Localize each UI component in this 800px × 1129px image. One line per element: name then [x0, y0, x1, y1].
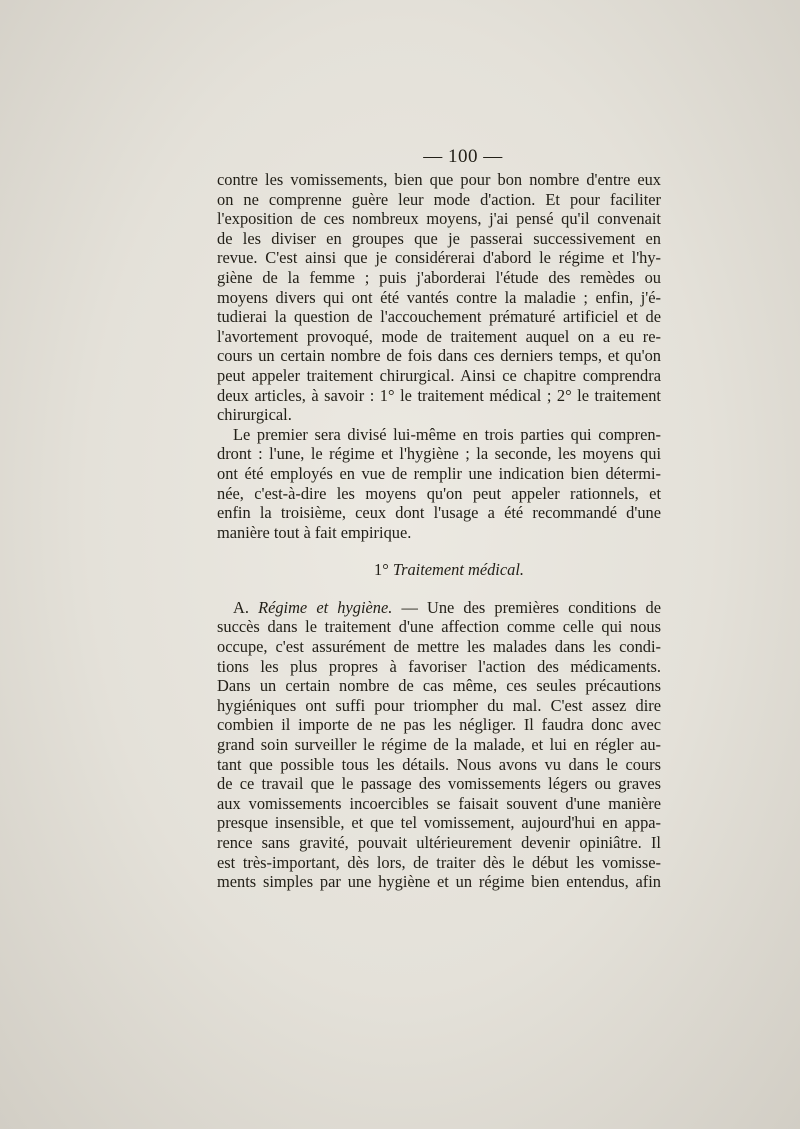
text-line: grand soin surveiller le régime de la malade, et lui en régler au-	[217, 735, 661, 755]
text-fragment: — Une des premières conditions de	[401, 597, 661, 617]
text-line: combien il importe de ne pas les négliger. Il faudra donc avec	[217, 715, 661, 735]
text-line: de les diviser en groupes que je passerai successivement en	[217, 228, 661, 248]
text-line: presque insensible, et que tel vomissement, aujourd'hui en appa-	[217, 813, 661, 833]
text-line: tant que possible tous les détails. Nous avons vu dans le cours	[217, 754, 661, 774]
text-line: succès dans le traitement d'une affection comme celle qui nous	[217, 617, 661, 637]
text-line: l'exposition de ces nombreux moyens, j'ai pensé qu'il convenait	[217, 209, 661, 229]
text-line: de ce travail que le passage des vomissements légers ou graves	[217, 774, 661, 794]
text-line: tudierai la question de l'accouchement prématuré artificiel et de	[217, 307, 661, 327]
section-number: 1°	[374, 560, 389, 580]
text-line-first	[217, 598, 661, 618]
text-line: chirurgical.	[217, 405, 292, 425]
text-line: peut appeler traitement chirurgical. Ainsi ce chapitre comprendra	[217, 365, 661, 385]
text-line: ont été employés en vue de remplir une indication bien détermi-	[217, 463, 661, 483]
text-line: deux articles, à savoir : 1° le traitement médical ; 2° le traitement	[217, 385, 661, 405]
text-line: Dans un certain nombre de cas même, ces seules précautions	[217, 676, 661, 696]
subsection-title: Régime et hygiène.	[258, 597, 393, 617]
text-line: cours un certain nombre de fois dans ces derniers temps, et qu'on	[217, 346, 661, 366]
page-text-block	[217, 146, 661, 892]
page-number: — 100 —	[423, 146, 503, 167]
text-line: enfin la troisième, ceux dont l'usage a été recommandé d'une	[217, 503, 661, 523]
text-line: on ne comprenne guère leur mode d'action. Et pour faciliter	[217, 189, 661, 209]
text-line: aux vomissements incoercibles se faisait souvent d'une manière	[217, 793, 661, 813]
text-line: giène de la femme ; puis j'aborderai l'étude des remèdes ou	[217, 267, 661, 287]
section-heading	[217, 560, 661, 580]
text-line: née, c'est-à-dire les moyens qu'on peut appeler rationnels, et	[217, 483, 661, 503]
text-line: tions les plus propres à favoriser l'action des médicaments.	[217, 656, 661, 676]
paragraph-2	[217, 425, 661, 543]
text-line: occupe, c'est assurément de mettre les malades dans les condi-	[217, 637, 661, 657]
text-line: hygiéniques ont suffi pour triompher du mal. C'est assez dire	[217, 695, 661, 715]
section-title: Traitement médical.	[392, 560, 524, 580]
subsection-label: A.	[233, 597, 249, 617]
text-line: revue. C'est ainsi que je considérerai d'abord le régime et l'hy-	[217, 248, 661, 268]
text-line: ments simples par une hygiène et un régime bien entendus, afin	[217, 872, 661, 892]
text-line: l'avortement provoqué, mode de traitement auquel on a eu re-	[217, 326, 661, 346]
text-line: est très-important, dès lors, de traiter dès le début les vomisse-	[217, 852, 661, 872]
paragraph-3	[217, 598, 661, 892]
text-line: rence sans gravité, pouvait ultérieurement devenir opiniâtre. Il	[217, 833, 661, 852]
text-line: moyens divers qui ont été vantés contre la maladie ; enfin, j'é-	[217, 287, 661, 307]
text-line: dront : l'une, le régime et l'hygiène ; la seconde, les moyens qui	[217, 444, 661, 464]
text-line: Le premier sera divisé lui-même en trois parties qui compren-	[233, 424, 661, 444]
text-line: manière tout à fait empirique.	[217, 522, 412, 542]
text-line: contre les vomissements, bien que pour bon nombre d'entre eux	[217, 170, 661, 189]
paragraph-1	[217, 170, 661, 425]
